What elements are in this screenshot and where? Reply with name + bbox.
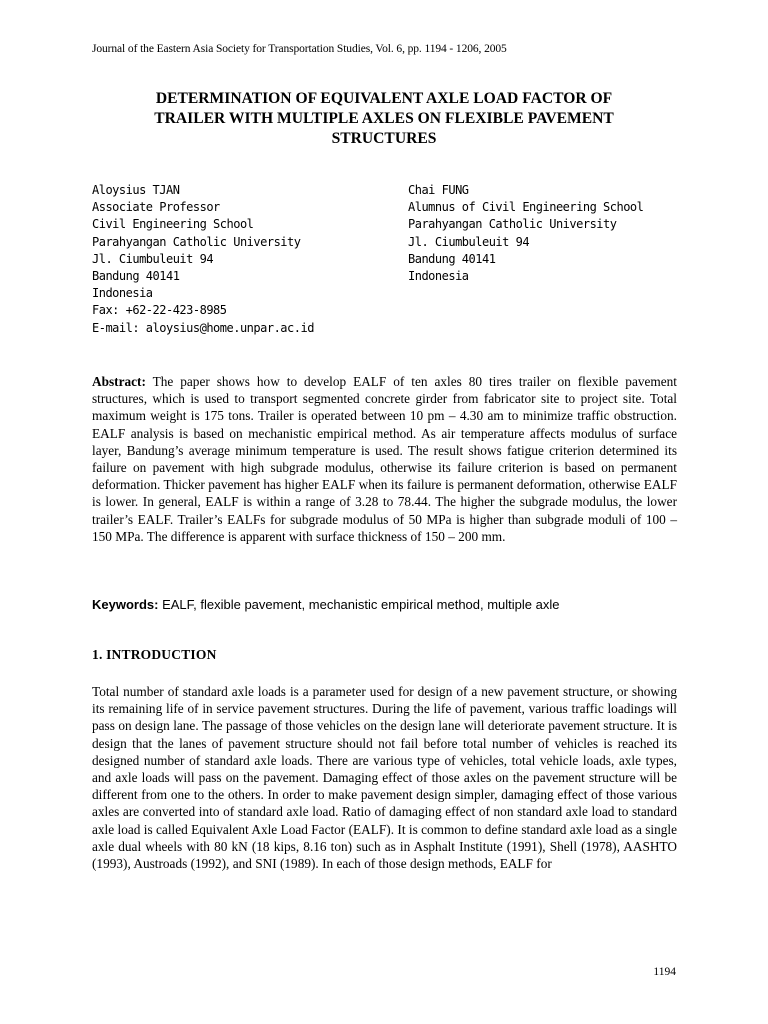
abstract-text: The paper shows how to develop EALF of ten axles 80 tires trailer on flexible pavement structures, which is used to transport segmented concrete girder from fabricator site to project site. Total maximum weight is 175 tons. Trailer is operated between 10 pm – 4.30 am to minimize traffic obstruction. EALF analysis is based on mechanistic empirical method. As air temperature affects modulus of surface layer, Bandung’s average minimum temperature is used. The result shows fatigue criterion determined its failure on pavement with high subgrade modulus, otherwise its failure criterion is based on permanent deformation. Thicker pavement has higher EALF when its failure is permanent deformation, otherwise EALF is lower. In general, EALF is within a range of 3.28 to 78.44. The higher the subgrade modulus, the lower trailer’s EALF. Trailer’s EALFs for subgrade modulus of 50 MPa is higher than subgrade moduli of 100 – 150 MPa. The difference is apparent with surface thickness of 150 – 200 mm. — [92, 374, 677, 544]
author-1-university: Parahyangan Catholic University — [92, 234, 301, 249]
author-1-street: Jl. Ciumbuleuit 94 — [92, 251, 214, 266]
author-2-position: Alumnus of Civil Engineering School — [408, 200, 644, 215]
keywords-text: EALF, flexible pavement, mechanistic empirical method, multiple axle — [158, 597, 560, 612]
author-1-email: E-mail: aloysius@home.unpar.ac.id — [92, 320, 314, 335]
paper-title — [92, 89, 676, 149]
author-1-department: Civil Engineering School — [92, 217, 254, 232]
author-1-name: Aloysius TJAN — [92, 183, 180, 197]
page-number: 1194 — [653, 966, 676, 978]
title-line-2: TRAILER WITH MULTIPLE AXLES ON FLEXIBLE PAVEMENT — [154, 110, 614, 127]
abstract-label: Abstract: — [92, 374, 146, 389]
section-heading: 1. INTRODUCTION — [92, 647, 217, 662]
author-block-1 — [92, 182, 314, 337]
keywords-label: Keywords: — [92, 597, 159, 612]
author-1-fax: Fax: +62-22-423-8985 — [92, 303, 227, 318]
author-1-position: Associate Professor — [92, 200, 220, 215]
introduction-paragraph: Total number of standard axle loads is a parameter used for design of a new pavement structure, or showing its remaining life of in service pavement structures. During the life of pavement, various traffic loadings will pass on design lane. The passage of those vehicles on the design lane will deteriorate pavement structure. It is design that the lanes of pavement structure should not fail before total number of vehicles is reached its designed number of standard axle loads. There are various type of vehicles, total vehicle loads, axle types, and axle loads will pass on the pavement. Damaging effect of those axles on the pavement structure will be different from one to the others. In order to make pavement design simpler, damaging effect of those various axles are converted into of standard axle load. Ratio of damaging effect of non standard axle load to standard axle load is called Equivalent Axle Load Factor (EALF). It is common to define standard axle load as a single axle dual wheels with 80 kN (18 kips, 8.16 ton) such as in Asphalt Institute (1991), Shell (1978), AASHTO (1993), Austroads (1992), and SNI (1989). In each of those design methods, EALF for — [92, 684, 677, 872]
author-2-street: Jl. Ciumbuleuit 94 — [408, 234, 530, 249]
abstract — [92, 373, 677, 545]
author-1-city: Bandung 40141 — [92, 269, 180, 284]
author-2-country: Indonesia — [408, 269, 469, 284]
author-1-country: Indonesia — [92, 286, 153, 301]
title-line-1: DETERMINATION OF EQUIVALENT AXLE LOAD FACTOR OF — [155, 90, 613, 107]
title-line-3: STRUCTURES — [331, 130, 437, 147]
keywords — [92, 596, 677, 613]
author-2-university: Parahyangan Catholic University — [408, 217, 617, 232]
author-2-city: Bandung 40141 — [408, 251, 496, 266]
author-2-name: Chai FUNG — [408, 183, 469, 197]
journal-header: Journal of the Eastern Asia Society for Transportation Studies, Vol. 6, pp. 1194 - 1206, 2005 — [92, 43, 507, 55]
author-block-2 — [408, 182, 643, 285]
